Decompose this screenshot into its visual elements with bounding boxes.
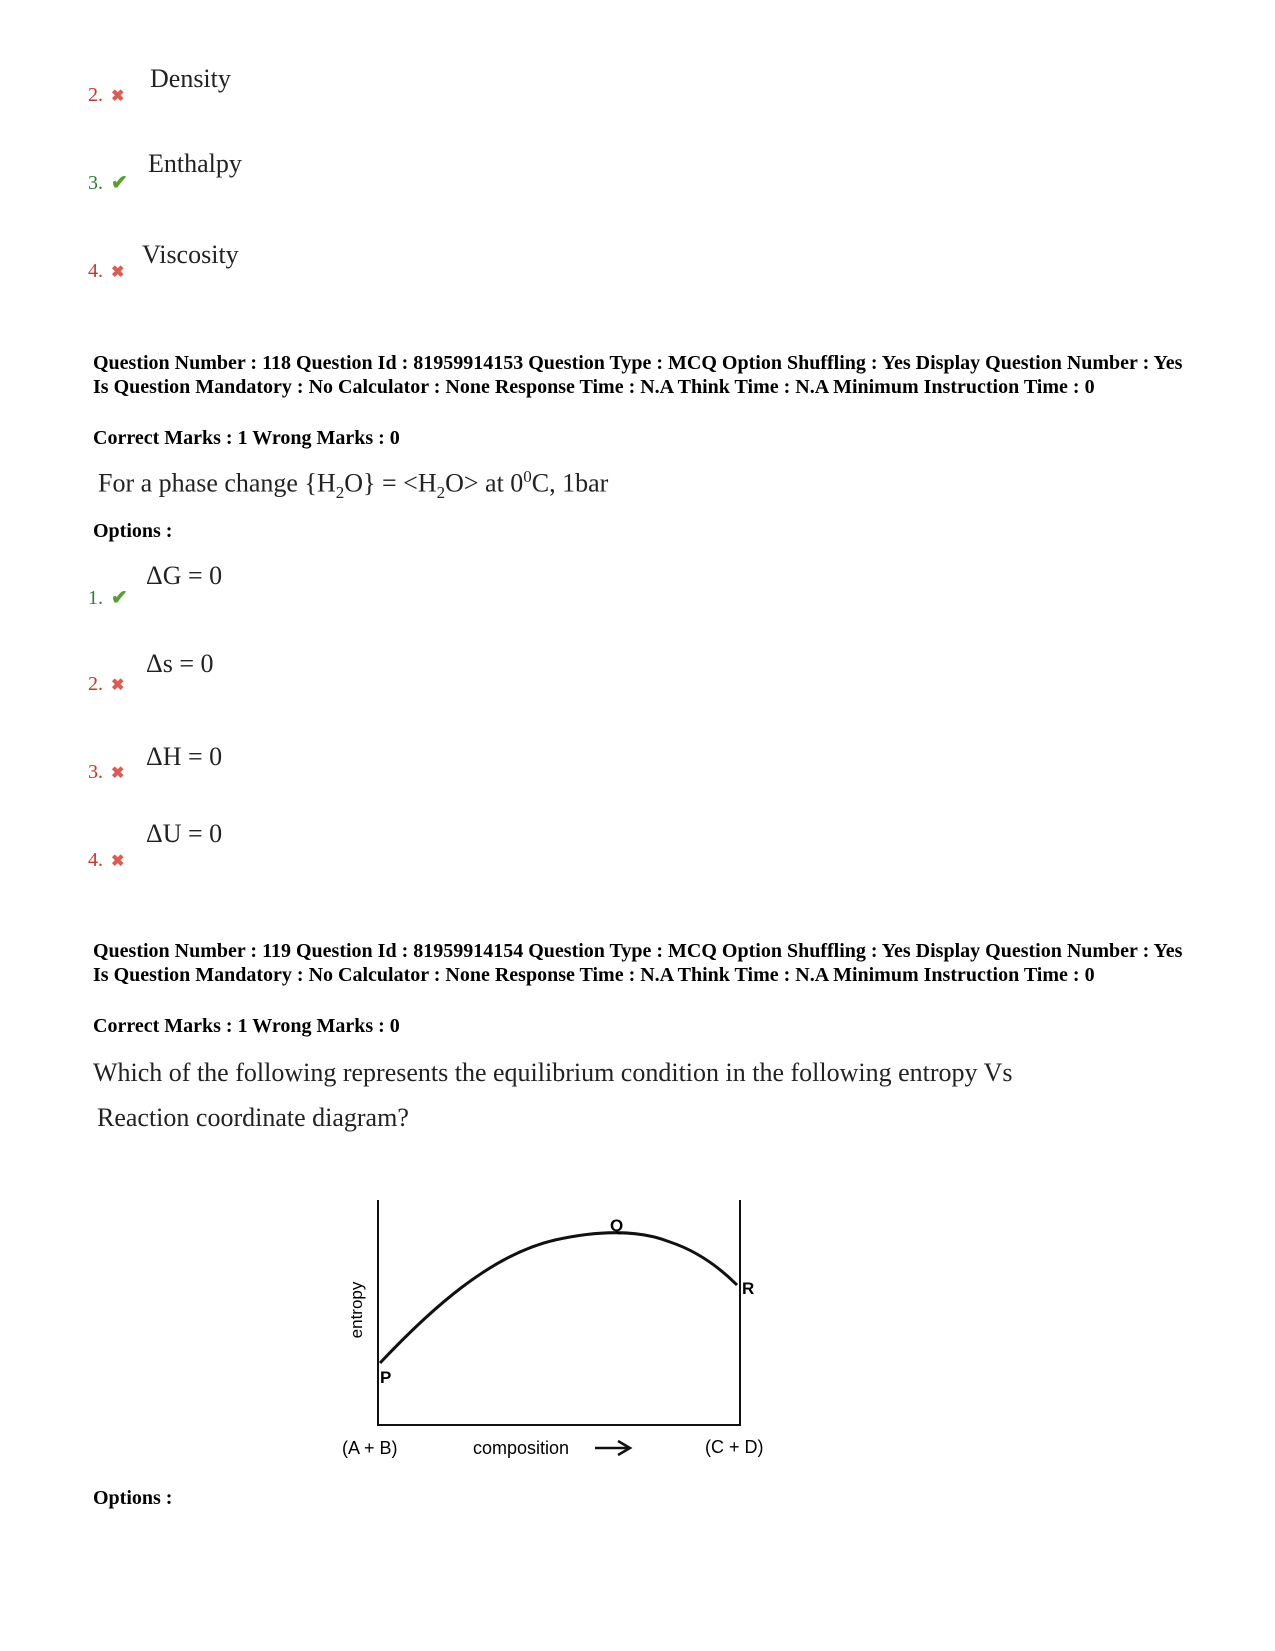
q119-options-label: Options : [93, 1487, 173, 1509]
option-number: 3. [88, 761, 103, 783]
cross-icon: ✖ [111, 853, 125, 870]
q119-question-line1: Which of the following represents the equilibrium condition in the following entropy Vs [93, 1058, 1013, 1087]
option-number: 4. [88, 849, 103, 871]
check-icon: ✔ [111, 172, 128, 194]
q118-meta: Question Number : 118 Question Id : 81959914153 Question Type : MCQ Option Shuffling : Yes Display Question Number : Yes Is Question Mandatory : No Calculator : None Response Time : N.A Think Time : N.A Minimum Instruction Time : 0 [93, 352, 1183, 398]
prev-option-2 [88, 84, 124, 107]
prev-option-3 [88, 170, 128, 195]
point-r-label: R [742, 1279, 755, 1298]
q118-option-3-text: ΔH = 0 [146, 742, 223, 771]
cross-icon: ✖ [111, 264, 125, 281]
point-q-label: Q [610, 1216, 624, 1235]
option-number: 4. [88, 260, 103, 282]
prev-option-2-text: Density [150, 64, 231, 93]
q118-option-1-text: ΔG = 0 [146, 561, 223, 590]
entropy-diagram-svg [340, 1200, 820, 1535]
cross-icon: ✖ [111, 88, 125, 105]
prev-option-3-text: Enthalpy [148, 149, 242, 178]
q118-option-2-text: Δs = 0 [146, 649, 214, 678]
q118-option-3 [88, 761, 124, 784]
q119-marks: Correct Marks : 1 Wrong Marks : 0 [93, 1015, 400, 1037]
prev-option-4-text: Viscosity [142, 240, 239, 269]
point-p-label: P [380, 1368, 392, 1387]
option-number: 2. [88, 673, 103, 695]
arrow-right-icon [595, 1441, 630, 1455]
x-axis-label: composition [473, 1438, 570, 1458]
option-number: 2. [88, 84, 103, 106]
x-right-label: (C + D) [705, 1437, 764, 1457]
cross-icon: ✖ [111, 765, 125, 782]
option-number: 1. [88, 587, 103, 609]
check-icon: ✔ [111, 587, 128, 609]
q118-marks: Correct Marks : 1 Wrong Marks : 0 [93, 427, 400, 449]
entropy-curve [380, 1233, 737, 1363]
x-left-label: (A + B) [342, 1438, 398, 1458]
y-axis-label: entropy [347, 1281, 366, 1339]
q118-question: For a phase change $\{H_2O\} = <H_2O>$ at $0^0C$, 1bar [98, 467, 609, 502]
option-number: 3. [88, 172, 103, 194]
q118-option-1 [88, 585, 128, 610]
q118-option-4-text: ΔU = 0 [146, 819, 223, 848]
q118-options-label: Options : [93, 520, 173, 542]
q119-meta: Question Number : 119 Question Id : 81959914154 Question Type : MCQ Option Shuffling : Yes Display Question Number : Yes Is Question Mandatory : No Calculator : None Response Time : N.A Think Time : N.A Minimum Instruction Time : 0 [93, 940, 1183, 986]
prev-option-4 [88, 260, 124, 283]
q118-option-2 [88, 673, 124, 696]
q119-question-line2: Reaction coordinate diagram? [97, 1103, 409, 1132]
q118-option-4 [88, 849, 124, 872]
entropy-diagram [340, 1200, 820, 1535]
cross-icon: ✖ [111, 677, 125, 694]
